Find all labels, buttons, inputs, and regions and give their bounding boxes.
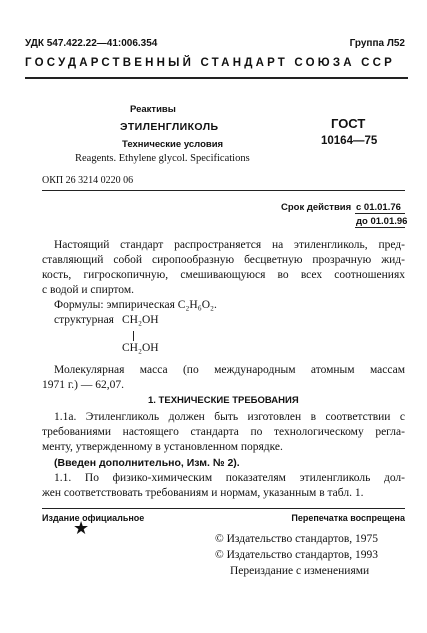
intro-line-1: Настоящий стандарт распространяется на этиленгликоль, пред-	[54, 239, 405, 251]
title-divider	[42, 190, 405, 191]
formula-top: CH₂OH	[122, 314, 159, 326]
intro-line-4: с водой и спиртом.	[42, 284, 134, 296]
p1a-line-3: менту, утвержденному в установленном порядке.	[42, 441, 283, 453]
star-icon: ★	[73, 518, 90, 538]
copyright-1993: © Издательство стандартов, 1993	[215, 549, 379, 561]
formula-structural-label: структурная	[54, 314, 114, 326]
footer-divider	[42, 508, 405, 509]
conditions-label: Технические условия	[122, 139, 224, 150]
validity-to: до 01.01.96	[356, 216, 408, 227]
intro-line-3: кость, гигроскопичную, смешивающуюся во всех соотношениях	[42, 269, 405, 281]
p1a-amendment-note: (Введен дополнительно, Изм. № 2).	[54, 457, 240, 469]
formula-bottom: CH₂OH	[122, 342, 159, 354]
molar-line-1: Молекулярная масса (по международным атомным массам	[54, 364, 405, 376]
reprint-prohibited: Перепечатка воспрещена	[291, 513, 405, 523]
validity-label: Срок действия	[281, 202, 352, 213]
header-divider	[25, 77, 408, 79]
english-title: Reagents. Ethylene glycol. Specifications	[75, 153, 250, 164]
intro-line-2: ставляющий собой сиропообразную бесцветную прозрачную жид-	[42, 254, 405, 266]
validity-underline-from	[355, 213, 405, 214]
okp-code: ОКП 26 3214 0220 06	[42, 175, 134, 186]
standard-title: ГОСУДАРСТВЕННЫЙ СТАНДАРТ СОЮЗА ССР	[25, 57, 396, 69]
p11-line-2: жен соответствовать требованиям и нормам, указанным в табл. 1.	[42, 487, 364, 499]
molar-line-2: 1971 г.) — 62,07.	[42, 379, 124, 391]
p1a-line-1: 1.1а. Этиленгликоль должен быть изготовлен в соответствии с	[54, 411, 405, 423]
validity-from: с 01.01.76	[356, 202, 401, 213]
section-title: 1. ТЕХНИЧЕСКИЕ ТРЕБОВАНИЯ	[148, 395, 299, 406]
formula-bond-line	[133, 331, 134, 341]
copyright-1975: © Издательство стандартов, 1975	[215, 533, 379, 545]
validity-underline-to	[355, 227, 405, 228]
formula-empirical: Формулы: эмпирическая C₂H₆O₂.	[54, 299, 217, 311]
p11-line-1: 1.1. По физико-химическим показателям этиленгликоль дол-	[54, 472, 405, 484]
gost-number: 10164—75	[321, 135, 378, 147]
reagents-label: Реактивы	[130, 104, 176, 115]
gost-label: ГОСТ	[331, 116, 366, 131]
p1a-line-2: требованиями настоящего стандарта по технологическому регла-	[42, 426, 405, 438]
product-name: ЭТИЛЕНГЛИКОЛЬ	[120, 121, 219, 133]
group-code: Группа Л52	[349, 38, 405, 49]
official-edition: Издание официальное	[42, 513, 145, 523]
reissue-note: Переиздание с изменениями	[230, 565, 370, 577]
udc-code: УДК 547.422.22—41:006.354	[25, 38, 158, 49]
